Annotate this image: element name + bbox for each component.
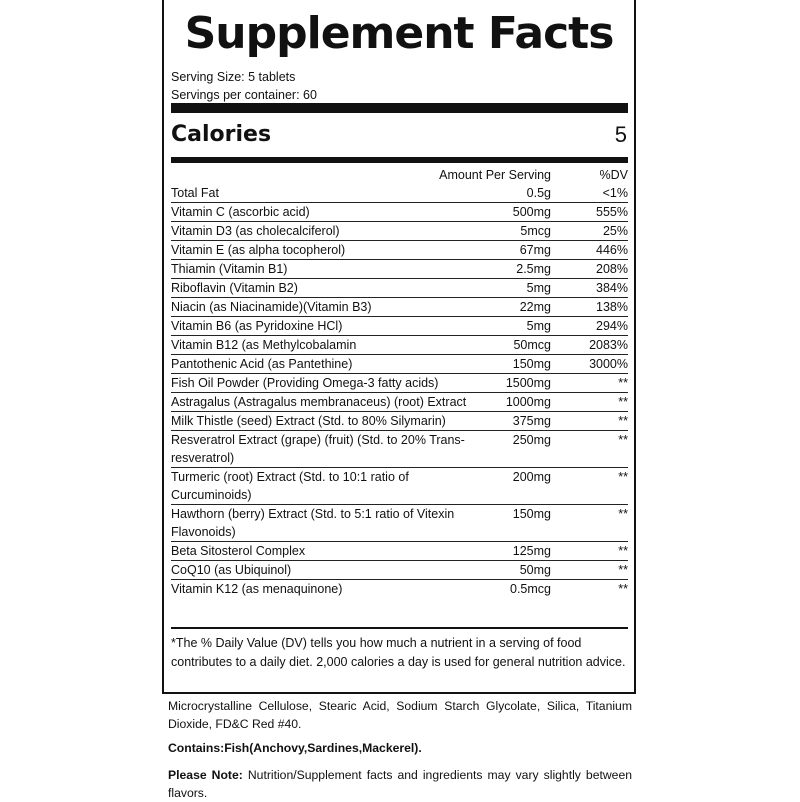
nutrient-amount: 375mg <box>512 414 551 428</box>
please-note-text: Nutrition/Supplement facts and ingredients may vary slightly between flavors. <box>168 768 633 800</box>
nutrient-row <box>171 542 628 561</box>
nutrient-dv: ** <box>618 395 628 409</box>
other-ingredients: Microcrystalline Cellulose, Stearic Acid, Sodium Starch Glycolate, Silica, Titanium Dioxide, FD&C Red #40. <box>168 699 632 731</box>
nutrient-dv: 3000% <box>589 357 628 371</box>
nutrient-amount: 22mg <box>519 300 551 314</box>
serving-size: Serving Size: 5 tablets <box>171 70 296 84</box>
nutrient-row <box>171 468 628 505</box>
nutrient-dv: 384% <box>596 281 628 295</box>
nutrient-name: Vitamin B12 (as Methylcobalamin <box>171 338 357 352</box>
nutrient-amount: 2.5mg <box>516 262 551 276</box>
nutrient-dv: 208% <box>596 262 628 276</box>
nutrient-row <box>171 298 628 317</box>
nutrient-dv: ** <box>618 470 628 484</box>
nutrient-amount: 150mg <box>512 357 551 371</box>
nutrient-dv: 555% <box>596 205 628 219</box>
calories-label: Calories <box>171 122 272 147</box>
nutrient-dv: ** <box>618 414 628 428</box>
nutrient-row <box>171 222 628 241</box>
nutrient-amount: 67mg <box>519 243 551 257</box>
nutrient-dv: 446% <box>596 243 628 257</box>
nutrient-amount: 5mcg <box>520 224 551 238</box>
nutrient-amount: 200mg <box>512 470 551 484</box>
allergen-statement: Contains:Fish(Anchovy,Sardines,Mackerel). <box>168 741 422 755</box>
nutrient-dv: ** <box>618 563 628 577</box>
servings-per-container: Servings per container: 60 <box>171 88 317 102</box>
nutrient-dv: <1% <box>602 186 628 200</box>
nutrient-dv: 294% <box>596 319 628 333</box>
nutrient-amount: 50mcg <box>513 338 551 352</box>
nutrient-amount: 125mg <box>512 544 551 558</box>
nutrient-row <box>171 317 628 336</box>
nutrient-name: Vitamin D3 (as cholecalciferol) <box>171 224 340 238</box>
nutrient-name: Vitamin C (ascorbic acid) <box>171 205 310 219</box>
footnote-divider <box>171 627 628 629</box>
nutrient-table <box>171 166 628 598</box>
nutrient-dv: ** <box>618 376 628 390</box>
nutrient-amount: 50mg <box>519 563 551 577</box>
thick-divider <box>171 103 628 113</box>
nutrient-amount: 0.5mcg <box>510 582 551 596</box>
nutrient-amount: 1500mg <box>505 376 551 390</box>
nutrient-row <box>171 336 628 355</box>
dv-header: %DV <box>599 168 628 182</box>
nutrient-row <box>171 355 628 374</box>
nutrient-name: Niacin (as Niacinamide)(Vitamin B3) <box>171 300 372 314</box>
please-note <box>168 766 632 802</box>
nutrient-name: Vitamin K12 (as menaquinone) <box>171 582 343 596</box>
nutrient-row <box>171 260 628 279</box>
calories-value: 5 <box>614 122 627 147</box>
nutrient-row <box>171 393 628 412</box>
nutrient-row <box>171 374 628 393</box>
nutrient-name: Beta Sitosterol Complex <box>171 544 306 558</box>
nutrient-dv: 25% <box>602 224 628 238</box>
nutrient-name: Total Fat <box>171 186 219 200</box>
nutrient-amount: 1000mg <box>505 395 551 409</box>
supplement-facts-panel <box>162 0 636 694</box>
nutrient-dv: ** <box>618 582 628 596</box>
nutrient-name: Resveratrol Extract (grape) (fruit) (Std. to 20% Trans-resveratrol) <box>171 433 465 465</box>
nutrient-dv: 138% <box>596 300 628 314</box>
please-note-label: Please Note: <box>168 768 243 782</box>
nutrient-row <box>171 241 628 260</box>
nutrient-name: Vitamin B6 (as Pyridoxine HCl) <box>171 319 343 333</box>
nutrient-name: Thiamin (Vitamin B1) <box>171 262 288 276</box>
nutrient-name: Hawthorn (berry) Extract (Std. to 5:1 ratio of Vitexin Flavonoids) <box>171 507 455 539</box>
nutrient-dv: 2083% <box>589 338 628 352</box>
nutrient-row <box>171 279 628 298</box>
panel-title: Supplement Facts <box>184 8 614 59</box>
nutrient-row <box>171 412 628 431</box>
medium-divider <box>171 157 628 163</box>
nutrient-name: Riboflavin (Vitamin B2) <box>171 281 298 295</box>
nutrient-row <box>171 184 628 203</box>
nutrient-name: Milk Thistle (seed) Extract (Std. to 80% Silymarin) <box>171 414 446 428</box>
nutrient-row <box>171 203 628 222</box>
nutrient-amount: 500mg <box>512 205 551 219</box>
amount-header: Amount Per Serving <box>439 168 551 182</box>
nutrient-dv: ** <box>618 507 628 521</box>
dv-footnote: *The % Daily Value (DV) tells you how much a nutrient in a serving of food contributes to a daily diet. 2,000 calories a day is used for general nutrition advice. <box>171 636 626 669</box>
nutrient-name: Fish Oil Powder (Providing Omega-3 fatty acids) <box>171 376 439 390</box>
nutrient-row <box>171 561 628 580</box>
nutrient-row <box>171 431 628 468</box>
nutrient-amount: 5mg <box>526 281 551 295</box>
nutrient-dv: ** <box>618 433 628 447</box>
nutrient-name: Pantothenic Acid (as Pantethine) <box>171 357 353 371</box>
nutrient-row <box>171 580 628 598</box>
nutrient-row <box>171 505 628 542</box>
table-header <box>171 166 628 184</box>
nutrient-name: CoQ10 (as Ubiquinol) <box>171 563 292 577</box>
nutrient-name: Turmeric (root) Extract (Std. to 10:1 ratio of Curcuminoids) <box>171 470 409 502</box>
nutrient-amount: 0.5g <box>526 186 551 200</box>
nutrient-amount: 150mg <box>512 507 551 521</box>
nutrient-amount: 250mg <box>512 433 551 447</box>
nutrient-amount: 5mg <box>526 319 551 333</box>
nutrient-name: Astragalus (Astragalus membranaceus) (root) Extract <box>171 395 467 409</box>
nutrient-dv: ** <box>618 544 628 558</box>
nutrient-name: Vitamin E (as alpha tocopherol) <box>171 243 346 257</box>
